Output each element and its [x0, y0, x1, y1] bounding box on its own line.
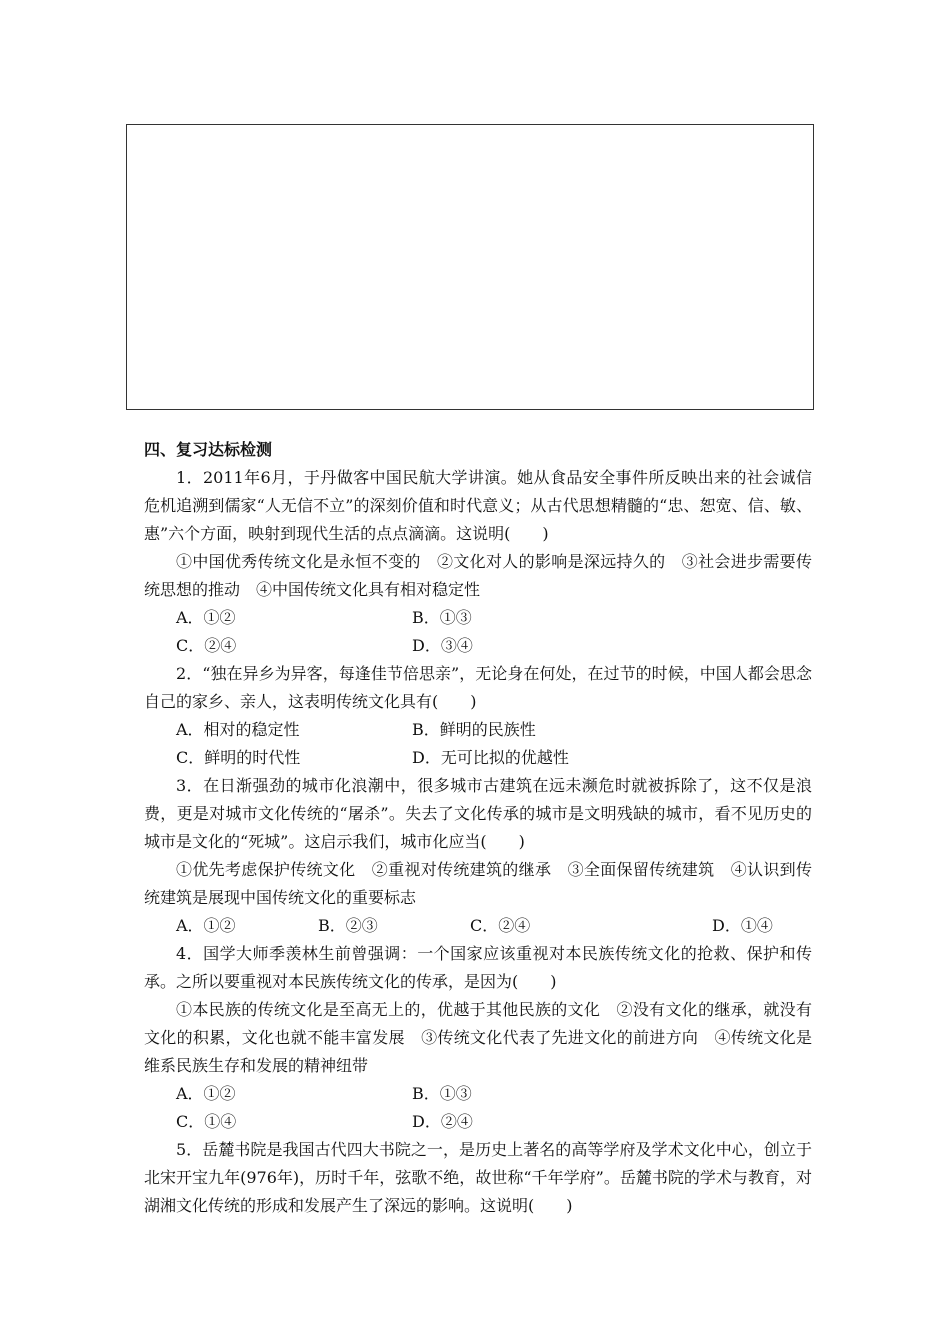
question-4-items: ①本民族的传统文化是至高无上的，优越于其他民族的文化 ②没有文化的继承，就没有文化的积累，文化也就不能丰富发展 ③传统文化代表了先进文化的前进方向 ④传统文化是维系民族生存和发展的精神纽带 — [144, 1000, 812, 1075]
question-1-option-a[interactable]: A．①② — [176, 608, 236, 627]
question-2-options-row-1 — [144, 716, 812, 744]
question-1-option-d[interactable]: D．③④ — [412, 636, 473, 655]
question-2-options-row-2 — [144, 744, 812, 772]
question-3-option-d[interactable]: D．①④ — [712, 916, 773, 935]
question-1-stem: 1．2011年6月，于丹做客中国民航大学讲演。她从食品安全事件所反映出来的社会诚信危机追溯到儒家“人无信不立”的深刻价值和时代意义；从古代思想精髓的“忠、恕宽、信、敏、惠”六个方面，映射到现代生活的点点滴滴。这说明( ) — [144, 468, 812, 543]
review-test-section — [144, 436, 812, 1220]
blank-answer-box — [126, 124, 814, 410]
question-3-option-c[interactable]: C．②④ — [470, 916, 531, 935]
question-4-options-row-1 — [144, 1080, 812, 1108]
question-3-items: ①优先考虑保护传统文化 ②重视对传统建筑的继承 ③全面保留传统建筑 ④认识到传统建筑是展现中国传统文化的重要标志 — [144, 860, 812, 907]
question-2-option-a[interactable]: A．相对的稳定性 — [176, 720, 300, 739]
question-4-option-d[interactable]: D．②④ — [412, 1112, 473, 1131]
question-2-option-c[interactable]: C．鲜明的时代性 — [176, 748, 301, 767]
question-2-stem: 2．“独在异乡为异客，每逢佳节倍思亲”，无论身在何处，在过节的时候，中国人都会思念自己的家乡、亲人，这表明传统文化具有( ) — [144, 664, 812, 711]
question-4-options-row-2 — [144, 1108, 812, 1136]
question-5-stem: 5．岳麓书院是我国古代四大书院之一，是历史上著名的高等学府及学术文化中心，创立于北宋开宝九年(976年)，历时千年，弦歌不绝，故世称“千年学府”。岳麓书院的学术与教育，对湖湘文化传统的形成和发展产生了深远的影响。这说明( ) — [144, 1140, 812, 1215]
question-3-stem: 3．在日渐强劲的城市化浪潮中，很多城市古建筑在远未濒危时就被拆除了，这不仅是浪费，更是对城市文化传统的“屠杀”。失去了文化传承的城市是文明残缺的城市，看不见历史的城市是文化的“死城”。这启示我们，城市化应当( ) — [144, 776, 812, 851]
question-4-option-b[interactable]: B．①③ — [412, 1084, 472, 1103]
question-1-items: ①中国优秀传统文化是永恒不变的 ②文化对人的影响是深远持久的 ③社会进步需要传统思想的推动 ④中国传统文化具有相对稳定性 — [144, 552, 812, 599]
question-2-option-d[interactable]: D．无可比拟的优越性 — [412, 748, 569, 767]
question-3-options-row — [144, 912, 812, 940]
question-2-option-b[interactable]: B．鲜明的民族性 — [412, 720, 536, 739]
section-title: 四、复习达标检测 — [144, 440, 273, 459]
question-1-option-c[interactable]: C．②④ — [176, 636, 237, 655]
question-4-option-a[interactable]: A．①② — [176, 1084, 236, 1103]
question-1-option-b[interactable]: B．①③ — [412, 608, 472, 627]
question-1-options-row-1 — [144, 604, 812, 632]
question-4-option-c[interactable]: C．①④ — [176, 1112, 237, 1131]
question-3-option-a[interactable]: A．①② — [176, 916, 236, 935]
question-4-stem: 4．国学大师季羡林生前曾强调：一个国家应该重视对本民族传统文化的抢救、保护和传承。之所以要重视对本民族传统文化的传承，是因为( ) — [144, 944, 812, 991]
question-3-option-b[interactable]: B．②③ — [318, 916, 378, 935]
question-1-options-row-2 — [144, 632, 812, 660]
